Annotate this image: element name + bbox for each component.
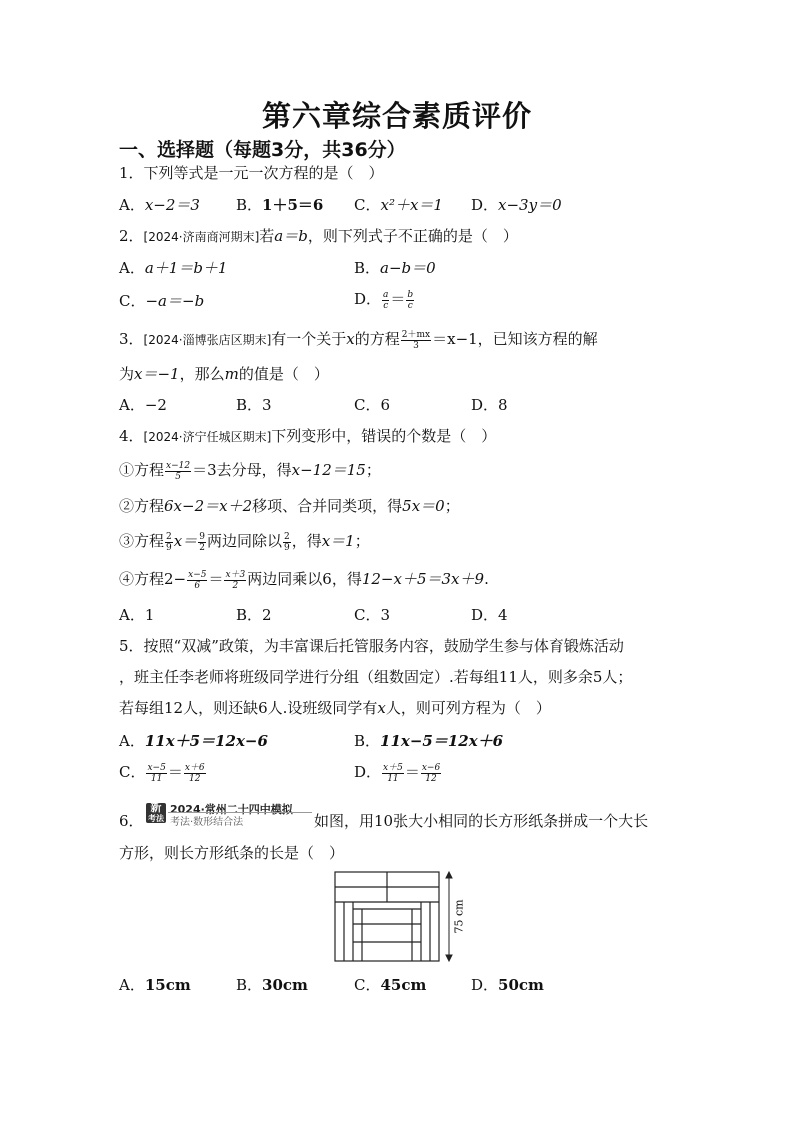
- q6-stem-line2: 方形，则长方形纸条的长是（ ）: [119, 844, 345, 862]
- q5-option-b: B．11x−5＝12x＋6: [354, 732, 504, 750]
- section-heading: 一、选择题（每题3分，共36分）: [119, 139, 406, 161]
- q3-option-d: D．8: [471, 396, 508, 414]
- q5-option-c: C． $\frac{x-5}{11}$ ＝ $\frac{x+6}{12}$: [119, 762, 205, 784]
- q2-option-a: A．a＋1＝b＋1: [119, 259, 228, 277]
- q4-item-4: ④方程2− $\frac{x-5}{6}$ ＝ $\frac{x+3}{2}$ 两边同乘以6，得12−x＋5＝3x＋9.: [119, 569, 489, 591]
- q1-stem: 1．下列等式是一元一次方程的是（ ）: [119, 164, 384, 182]
- page-title: 第六章综合素质评价: [261, 99, 532, 133]
- q4-option-b: B．2: [236, 606, 272, 624]
- q4-option-a: A．1: [119, 606, 155, 624]
- q1-option-c: C．x²＋x＝1: [354, 196, 443, 214]
- q6-option-b: B．30cm: [236, 976, 308, 994]
- q5-option-a: A．11x＋5＝12x−6: [119, 732, 268, 750]
- dimension-arrow: [446, 872, 452, 961]
- q5-stem-line2: ，班主任李老师将班级同学进行分组（组数固定）.若每组11人，则多余5人；: [119, 668, 633, 686]
- q2-stem: 2．[2024·济南商河期末]若a＝b，则下列式子不正确的是（ ）: [119, 227, 518, 245]
- q3-stem-line1: 3．[2024·淄博张店区期末]有一个关于x的方程 $\frac{2+mx}{3}$ ＝x−1，已知该方程的解: [119, 329, 598, 351]
- q4-item-3: ③方程 $\frac{2}{9}$ x＝ $\frac{9}{2}$ 两边同除以 $\frac{2}{9}$ ，得x＝1；: [119, 531, 370, 553]
- q2-source: [2024·济南商河期末]: [143, 230, 260, 244]
- q2-option-c: C．−a＝−b: [119, 292, 205, 310]
- q4-option-d: D．4: [471, 606, 508, 624]
- q6-stem-line1: 如图，用10张大小相同的长方形纸条拼成一个大长: [314, 812, 649, 830]
- q3-source: [2024·淄博张店区期末]: [143, 333, 272, 347]
- q5-stem-line1: 5．按照“双减”政策，为丰富课后托管服务内容，鼓励学生参与体育锻炼活动: [119, 637, 624, 655]
- q5-option-d: D． $\frac{x+5}{11}$ ＝ $\frac{x-6}{12}$: [354, 762, 441, 784]
- new-method-icon: 新 考法: [148, 801, 164, 823]
- q1-option-d: D．x−3y＝0: [471, 196, 562, 214]
- q4-item-2: ②方程6x−2＝x＋2移项、合并同类项，得5x＝0；: [119, 497, 460, 515]
- q6-exam-badge: [146, 799, 312, 828]
- q2-option-d: D． $\frac{a}{c}$ ＝ $\frac{b}{c}$: [354, 289, 414, 311]
- q4-stem: 4．[2024·济宁任城区期末]下列变形中，错误的个数是（ ）: [119, 427, 497, 445]
- q4-source: [2024·济宁任城区期末]: [143, 430, 272, 444]
- q4-item-1: ①方程 $\frac{x-12}{5}$ ＝3去分母，得x−12＝15；: [119, 460, 381, 482]
- figure-dimension-label: 75 cm: [452, 899, 466, 934]
- badge-source: 2024·常州二十四中模拟: [170, 803, 293, 816]
- q5-stem-line3: 若每组12人，则还缺6人.设班级同学有x人，则可列方程为（ ）: [119, 699, 551, 717]
- badge-method: 考法·数形结合法: [170, 817, 244, 828]
- q4-option-c: C．3: [354, 606, 391, 624]
- q6-number: 6．: [119, 812, 144, 830]
- q3-option-c: C．6: [354, 396, 391, 414]
- q1-option-b: B．1＋5＝6: [236, 196, 324, 214]
- q3-option-b: B．3: [236, 396, 272, 414]
- q3-option-a: A．−2: [119, 396, 167, 414]
- q6-option-d: D．50cm: [471, 976, 544, 994]
- q1-option-a: A．x−2＝3: [119, 196, 200, 214]
- q3-stem-line2: 为x＝−1，那么m的值是（ ）: [119, 365, 329, 383]
- q2-option-b: B．a−b＝0: [354, 259, 436, 277]
- q6-option-a: A．15cm: [119, 976, 191, 994]
- q6-option-c: C．45cm: [354, 976, 427, 994]
